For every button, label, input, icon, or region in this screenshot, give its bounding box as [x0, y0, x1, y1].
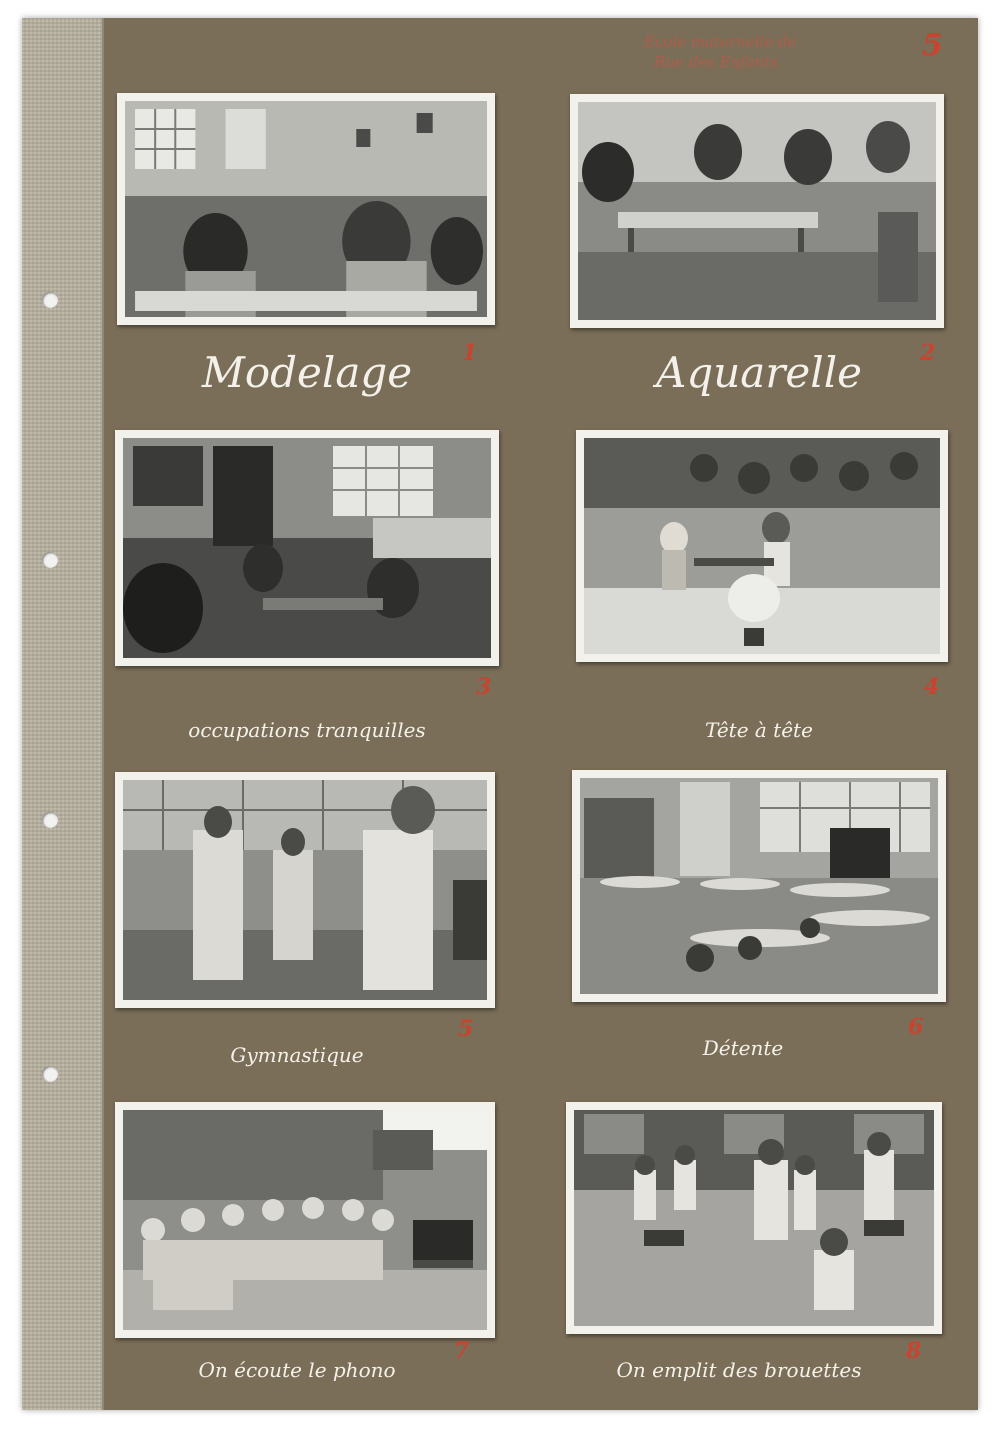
photo-image	[578, 102, 936, 320]
photo-image	[123, 438, 491, 658]
album-page	[22, 18, 978, 1410]
binder-hole	[42, 1066, 58, 1082]
photo-image	[584, 438, 940, 654]
photo-detente	[572, 770, 946, 1002]
photo-aquarelle	[570, 94, 944, 328]
page-number: 5	[922, 28, 943, 63]
photo-number: 8	[906, 1338, 922, 1364]
photo-number: 6	[908, 1014, 924, 1040]
photo-number: 4	[924, 674, 940, 700]
photo-caption: On écoute le phono	[198, 1358, 396, 1382]
photo-image	[123, 1110, 487, 1330]
photo-caption: On emplit des brouettes	[616, 1358, 862, 1382]
photo-number: 3	[476, 674, 492, 700]
binder-hole	[42, 292, 58, 308]
photo-image	[574, 1110, 934, 1326]
photo-on-emplit-des-brouettes	[566, 1102, 942, 1334]
photo-image	[123, 780, 487, 1000]
photo-image	[580, 778, 938, 994]
annotation-line: Rue des Enfants	[654, 53, 779, 71]
photo-caption: occupations tranquilles	[188, 718, 426, 742]
photo-caption: Aquarelle	[656, 348, 862, 397]
album-spine	[22, 18, 104, 1410]
photo-occupations-tranquilles	[115, 430, 499, 666]
annotation-line: École maternelle de	[644, 33, 797, 51]
photo-on-ecoute-le-phono	[115, 1102, 495, 1338]
photo-number: 2	[920, 340, 936, 366]
photo-number: 1	[462, 340, 478, 366]
photo-caption: Modelage	[201, 348, 413, 397]
photo-image	[125, 101, 487, 317]
photo-number: 5	[458, 1016, 474, 1042]
binder-hole	[42, 812, 58, 828]
photo-caption: Tête à tête	[705, 718, 813, 742]
photo-number: 7	[454, 1338, 470, 1364]
photo-caption: Détente	[702, 1036, 784, 1060]
handwritten-annotation	[644, 32, 796, 72]
photo-modelage	[117, 93, 495, 325]
photo-caption: Gymnastique	[230, 1043, 364, 1067]
binder-hole	[42, 552, 58, 568]
photo-gymnastique	[115, 772, 495, 1008]
photo-tete-a-tete	[576, 430, 948, 662]
